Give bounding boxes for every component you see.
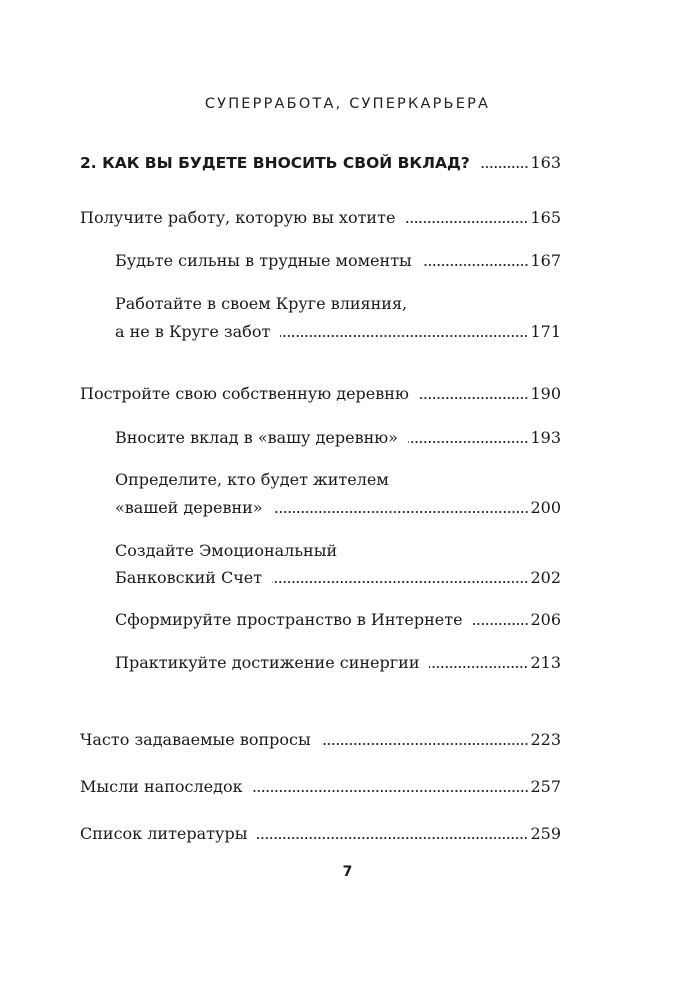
toc-entry-subsection[interactable] bbox=[115, 428, 561, 448]
toc-page-number: 193 bbox=[530, 428, 561, 447]
toc-entry-title: Вносите вклад в «вашу деревню» bbox=[115, 428, 398, 447]
toc-entry-subsection[interactable] bbox=[115, 498, 561, 518]
dot-leader bbox=[257, 837, 528, 839]
toc-entry-subsection[interactable] bbox=[115, 322, 561, 342]
toc-page-number: 171 bbox=[530, 322, 561, 341]
toc-entry-subsection[interactable] bbox=[115, 568, 561, 588]
toc-entry-backmatter[interactable] bbox=[80, 730, 561, 750]
toc-entry-title: а не в Круге забот bbox=[115, 322, 271, 341]
toc-entry-title: Часто задаваемые вопросы bbox=[80, 730, 311, 749]
dot-leader bbox=[253, 790, 529, 792]
toc-page-number: 167 bbox=[530, 251, 561, 270]
dot-leader bbox=[429, 666, 528, 668]
toc-entry-title-line1: Работайте в своем Круге влияния, bbox=[115, 294, 408, 313]
toc-entry-title: Мысли напоследок bbox=[80, 777, 243, 796]
toc-page-number: 213 bbox=[530, 653, 561, 672]
dot-leader bbox=[419, 397, 529, 399]
toc-entry-title: Получите работу, которую вы хотите bbox=[80, 208, 396, 227]
toc-entry-backmatter[interactable] bbox=[80, 824, 561, 844]
toc-entry-title: Сформируйте пространство в Интернете bbox=[115, 610, 463, 629]
toc-page-number: 202 bbox=[530, 568, 561, 587]
toc-page-number: 163 bbox=[530, 153, 561, 172]
dot-leader bbox=[408, 441, 528, 443]
dot-leader bbox=[321, 743, 529, 745]
dot-leader bbox=[480, 166, 529, 168]
toc-entry-title: Практикуйте достижение синергии bbox=[115, 653, 420, 672]
dot-leader bbox=[280, 335, 528, 337]
toc-entry-title: Постройте свою собственную деревню bbox=[80, 384, 409, 403]
toc-page-number: 165 bbox=[530, 208, 561, 227]
running-head: СУПЕРРАБОТА, СУПЕРКАРЬЕРА bbox=[204, 96, 491, 112]
toc-page-number: 200 bbox=[530, 498, 561, 517]
dot-leader bbox=[273, 511, 529, 513]
page-number: 7 bbox=[342, 864, 353, 880]
toc-page-number: 223 bbox=[530, 730, 561, 749]
toc-page-number: 259 bbox=[530, 824, 561, 843]
toc-entry-section[interactable] bbox=[80, 208, 561, 228]
toc-entry-title-line1: Определите, кто будет жителем bbox=[115, 470, 389, 489]
dot-leader bbox=[405, 221, 528, 223]
toc-entry-title: «вашей деревни» bbox=[115, 498, 263, 517]
dot-leader bbox=[473, 623, 529, 625]
toc-page-number: 257 bbox=[530, 777, 561, 796]
toc-entry-backmatter[interactable] bbox=[80, 777, 561, 797]
toc-page-number: 206 bbox=[530, 610, 561, 629]
dot-leader bbox=[272, 581, 528, 583]
toc-entry-subsection[interactable] bbox=[115, 251, 561, 271]
toc-entry-title: Список литературы bbox=[80, 824, 248, 843]
toc-entry-title: Банковский Счет bbox=[115, 568, 263, 587]
toc-page-number: 190 bbox=[530, 384, 561, 403]
toc-entry-subsection[interactable] bbox=[115, 610, 561, 630]
toc-entry-title-line1: Создайте Эмоциональный bbox=[115, 541, 338, 560]
toc-chapter[interactable] bbox=[80, 153, 561, 173]
toc-entry-title: Будьте сильны в трудные моменты bbox=[115, 251, 412, 270]
toc-entry-section[interactable] bbox=[80, 384, 561, 404]
toc-chapter-title: 2. КАК ВЫ БУДЕТЕ ВНОСИТЬ СВОЙ ВКЛАД? bbox=[80, 154, 470, 172]
dot-leader bbox=[422, 264, 529, 266]
toc-entry-subsection[interactable] bbox=[115, 653, 561, 673]
